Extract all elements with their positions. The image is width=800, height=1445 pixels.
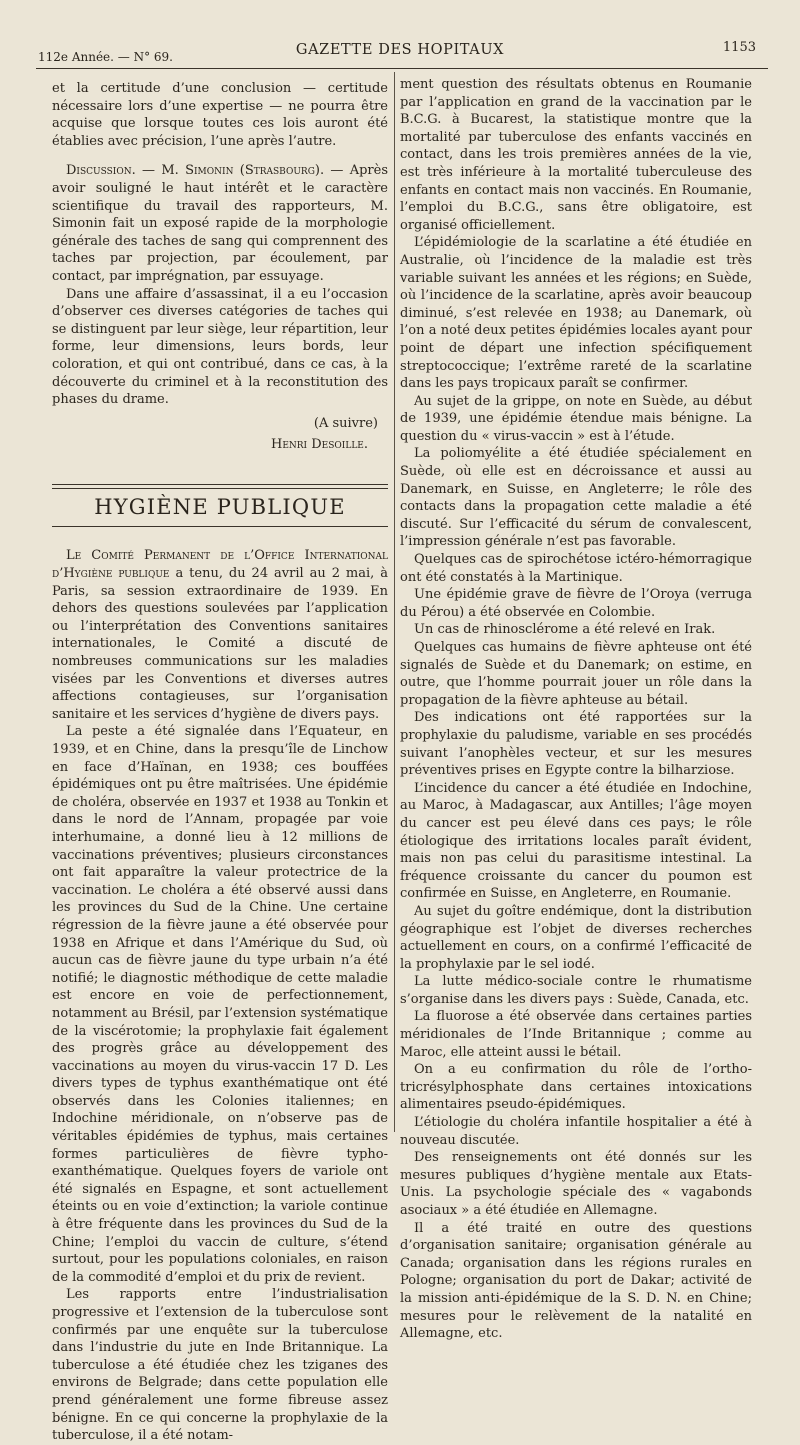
hygiene-lead: Le Comité Permanent de l’Office International d’Hygiène publique	[52, 548, 388, 582]
paragraph-rhinosclerome: Un cas de rhinosclérome a été relevé en Irak.	[414, 622, 716, 638]
paragraph-cholera-infantile: L’étiologie du choléra infantile hospitalier a été à nouveau discutée.	[400, 1115, 752, 1148]
left-column	[52, 80, 388, 1445]
paragraph-goitre: Au sujet du goître endémique, dont la distribution géographique est l’objet de diverses recherches actuellement en cours, on a confirmé l’efficacité de la prophylaxie par le sel iodé.	[400, 903, 752, 972]
paragraph-oroya: Une épidémie grave de fièvre de l’Oroya (verruga du Pérou) a été observée en Colombie.	[400, 587, 752, 620]
discussion-label: Discussion. — M. Simonin (Strasbourg).	[66, 163, 325, 179]
section-rule-bottom	[52, 526, 388, 527]
paragraph-paludisme: Des indications ont été rapportées sur la prophylaxie du paludisme, variable en ses procédés suivant l’anophèles vecteur, et sur les mesures préventives prises en Egypte contre la bilharziose.	[400, 710, 752, 779]
discussion-paragraph-2: Dans une affaire d’assassinat, il a eu l’occasion d’observer ces diverses catégories de taches qui se distinguent par leur siège, leur répartition, leur forme, leur dimensions, leurs bords, leur coloration, et qui ont contribué, dans ce cas, à la découverte du criminel et à la reconstitution des phases du drame.	[52, 286, 388, 408]
section-title: HYGIÈNE PUBLIQUE	[94, 494, 346, 519]
to-be-continued: (A suivre)	[313, 415, 378, 431]
article-continuation: et la certitude d’une conclusion — certitude nécessaire lors d’une expertise — ne pourra être acquise que lorsque toutes ces lois auront été établies avec précision, l’une après l’autre.	[52, 81, 388, 149]
hygiene-paragraph-1	[52, 547, 388, 723]
paragraph-hygiene-mentale: Des renseignements ont été donnés sur les mesures publiques d’hygiène mentale aux Etats-Unis. La psychologie spéciale des « vagabonds asociaux » a été étudiée en Allemagne.	[400, 1150, 752, 1218]
hygiene-paragraph-3: Les rapports entre l’industrialisation progressive et l’extension de la tuberculose sont confirmés par une enquête sur la tuberculose dans l’industrie du jute en Inde Britannique. La tuberculose a été étudiée chez les tziganes des environs de Belgrade; dans cette population elle prend généralement une forme fibreuse assez bénigne. En ce qui concerne la prophylaxie de la tuberculose, il a été notam-	[52, 1287, 388, 1444]
paragraph-tuberculosis: ment question des résultats obtenus en Roumanie par l’application en grand de la vaccination par le B.C.G. à Bucarest, la statistique montre que la mortalité par tuberculose des enfants vaccinés en contact, dans les trois premières années de la vie, est très inférieure à la mortalité tuberculeuse des enfants en contact mais non vaccinés. En Roumanie, l’emploi du B.C.G., sans être obligatoire, est organisé officiellement.	[400, 77, 752, 233]
paragraph-tricresylphosphate: On a eu confirmation du rôle de l’ortho-tricrésylphosphate dans certaines intoxications alimentaires pseudo-épidémiques.	[400, 1062, 752, 1113]
author-signature: Henri Desoille.	[271, 437, 368, 453]
issue-number: 112e Année. — N° 69.	[38, 50, 173, 64]
page-header	[0, 0, 800, 70]
publication-title: GAZETTE DES HOPITAUX	[295, 42, 505, 58]
paragraph-rhumatisme: La lutte médico-sociale contre le rhumatisme s’organise dans les divers pays : Suède, Canada, etc.	[400, 974, 752, 1007]
right-column	[400, 76, 752, 1343]
header-rule	[36, 68, 768, 69]
paragraph-fluorose: La fluorose a été observée dans certaines parties méridionales de l’Inde Britannique ; comme au Maroc, elle atteint aussi le bétail.	[400, 1009, 752, 1060]
paragraph-organisation-sanitaire: Il a été traité en outre des questions d’organisation sanitaire; organisation générale au Canada; organisation dans les régions rurales en Pologne; organisation du port de Dakar; activité de la mission anti-épidémique de la S. D. N. en Chine; mesures pour le relèvement de la natalité en Allemagne, etc.	[400, 1220, 752, 1342]
hygiene-text: a tenu, du 24 avril au 2 mai, à Paris, sa session extraordinaire de 1939. En dehors des questions soulevées par l’application ou l’interprétation des Conventions sanitaires internationales, le Comité a discuté de nombreuses communications sur les maladies visées par les Conventions et diverses autres affections contagieuses, sur l’organisation sanitaire et les services d’hygiène de divers pays.	[52, 566, 388, 722]
paragraph-grippe: Au sujet de la grippe, on note en Suède, au début de 1939, une épidémie étendue mais bénigne. La question du « virus-vaccin » est à l’étude.	[400, 393, 752, 444]
discussion-paragraph	[52, 162, 388, 285]
paragraph-fievre-aphteuse: Quelques cas humains de fièvre aphteuse ont été signalés de Suède et du Danemark; on estime, en outre, que l’homme pourrait jouer un rôle dans la propagation de la fièvre aphteuse au bétail.	[400, 640, 752, 708]
column-divider	[394, 72, 395, 1132]
page-number: 1153	[722, 40, 756, 55]
discussion-text: — Après avoir souligné le haut intérêt et le caractère scientifique du travail des rapporteurs, M. Simonin fait un exposé rapide de la morphologie générale des taches de sang qui comprennent des taches par projection, par écoulement, par contact, par imprégnation, par essuyage.	[52, 163, 388, 284]
paragraph-spirochetose: Quelques cas de spirochétose ictéro-hémorragique ont été constatés à la Martinique.	[400, 552, 752, 585]
paragraph-poliomyelite: La poliomyélite a été étudiée spécialement en Suède, où elle est en décroissance et aussi au Danemark, en Suisse, en Angleterre; le rôle des contacts dans la propagation cette maladie a été discuté. Sur l’efficacité du sérum de convalescent, l’impression générale n’est pas favorable.	[400, 446, 752, 550]
section-heading-block	[52, 484, 388, 528]
paragraph-cancer: L’incidence du cancer a été étudiée en Indochine, au Maroc, à Madagascar, aux Antilles; l’âge moyen du cancer est peu élevé dans ces pays; le rôle étiologique des irritations locales paraît évident, mais non pas celui du parasitisme intestinal. La fréquence croissante du cancer du poumon est confirmée en Suisse, en Angleterre, en Roumanie.	[400, 780, 752, 902]
paragraph-scarlatine: L’épidémiologie de la scarlatine a été étudiée en Australie, où l’incidence de la maladie est très variable suivant les années et les régions; en Suède, où l’incidence de la scarlatine, après avoir beaucoup diminué, s’est relevée en 1938; au Danemark, où l’on a noté deux petites épidémies locales ayant pour point de départ une infection spécifiquement streptococcique; l’extrême rareté de la scarlatine dans les pays tropicaux paraît se confirmer.	[400, 235, 752, 392]
hygiene-paragraph-2: La peste a été signalée dans l’Equateur, en 1939, et en Chine, dans la presqu’île de Linchow en face d’Haïnan, en 1938; ces bouffées épidémiques ont pu être maîtrisées. Une épidémie de choléra, observée en 1937 et 1938 au Tonkin et dans le nord de l’Annam, propagée par voie interhumaine, a donné lieu à 12 millions de vaccinations préventives; plusieurs circonstances ont fait apparaître la valeur protectrice de la vaccination. Le choléra a été observé aussi dans les provinces du Sud de la Chine. Une certaine régression de la fièvre jaune a été observée pour 1938 en Afrique et dans l’Amérique du Sud, où aucun cas de fièvre jaune du type urbain n’a été notifié; le diagnostic méthodique de cette maladie est encore en voie de perfectionnement, notamment au Brésil, par l’extension systématique de la viscérotomie; la prophylaxie fait également des progrès grâce au développement des vaccinations au moyen du virus-vaccin 17 D. Les divers types de typhus exanthématique ont été observés dans les Colonies italiennes; en Indochine méridionale, on n’observe pas de véritables épidémies de typhus, mais certaines formes particulières de fièvre typho-exanthématique. Quelques foyers de variole ont été signalés en Espagne, et sont actuellement éteints ou en voie d’extinction; la variole continue à être fréquente dans les provinces du Sud de la Chine; l’emploi du vaccin de culture, s’étend surtout, pour les populations coloniales, en raison de la commodité d’emploi et du prix de revient.	[52, 724, 388, 1285]
